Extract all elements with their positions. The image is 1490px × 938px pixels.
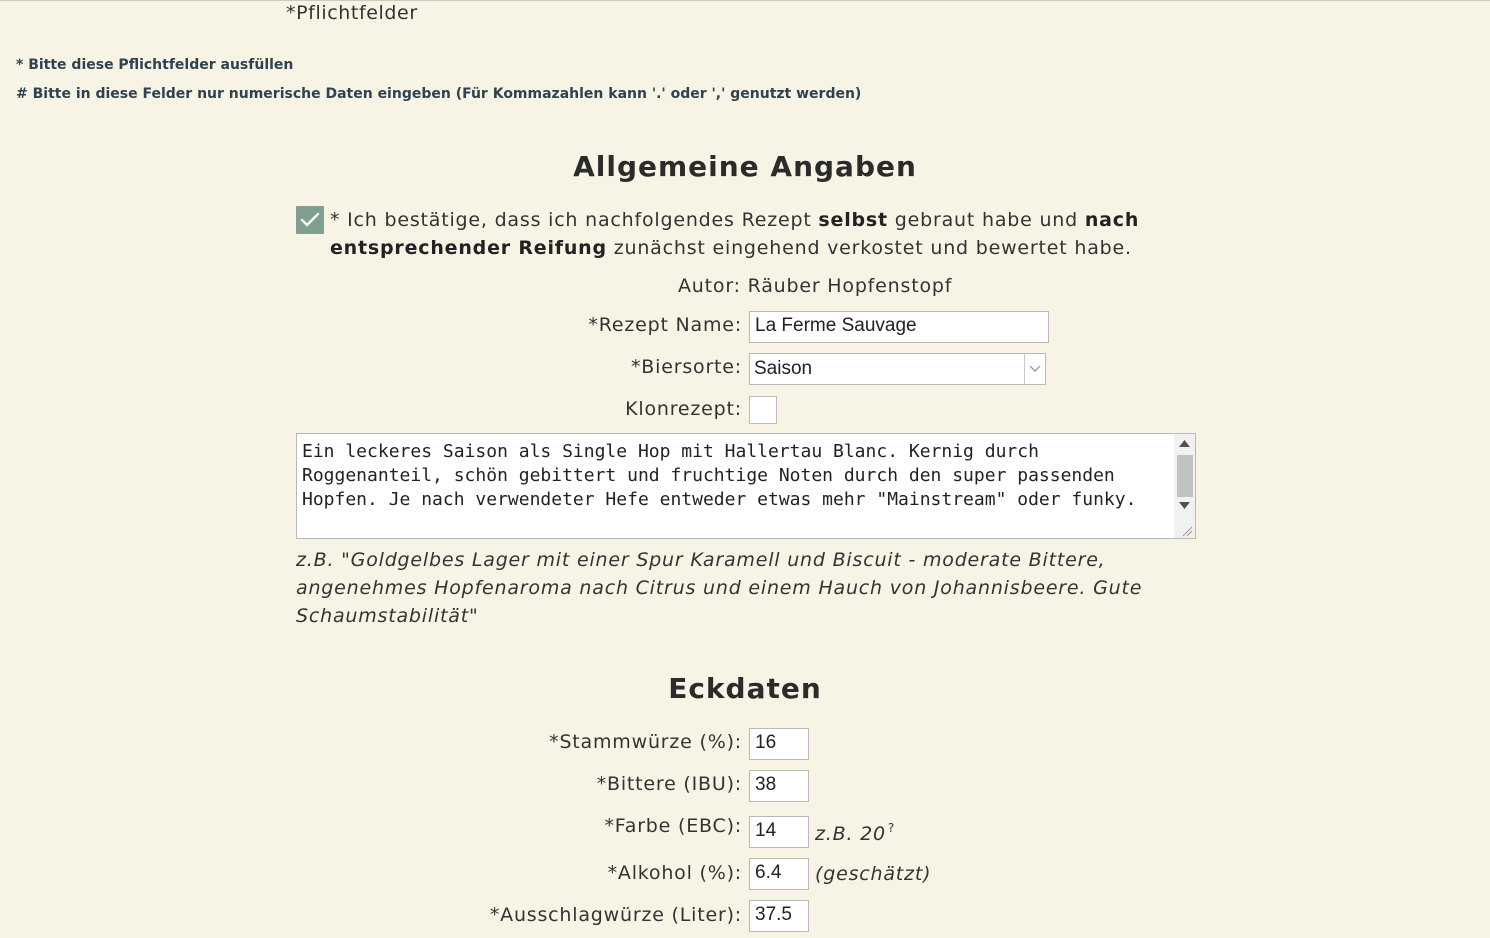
cast-out-wort-label: *Ausschlagwürze (Liter): [489,904,742,926]
section-heading-key-data: Eckdaten [668,672,822,705]
top-divider [0,0,1490,1]
clone-recipe-label: Klonrezept: [625,398,742,420]
section-heading-general: Allgemeine Angaben [573,150,917,183]
bitterness-input[interactable]: 38 [749,770,809,802]
required-note: * Bitte diese Pflichtfelder ausfüllen [16,57,294,73]
cast-out-wort-input[interactable]: 37.5 [749,900,809,932]
clone-recipe-checkbox[interactable] [749,396,777,424]
confirm-statement: * Ich bestätige, dass ich nachfolgendes Rezept selbst gebraut habe und nach entsprechender Reifung zunächst eingehend verkostet und bewertet habe. [330,209,1140,259]
chevron-down-icon[interactable] [1024,354,1045,384]
color-label: *Farbe (EBC): [604,815,742,837]
alcohol-label: *Alkohol (%): [607,862,742,884]
scroll-up-icon[interactable] [1179,440,1190,447]
recipe-name-label: *Rezept Name: [588,314,742,336]
color-hint: z.B. 20 ? [815,821,896,845]
required-fields-legend: *Pflichtfelder [286,2,418,24]
alcohol-input[interactable]: 6.4 [749,858,809,890]
color-input[interactable]: 14 [749,816,809,848]
description-textarea[interactable] [296,433,1196,539]
description-example: z.B. "Goldgelbes Lager mit einer Spur Karamell und Biscuit - moderate Bittere, angenehmes Hopfenaroma nach Citrus und einem Hauch von Johannisbeere. Gute Schaumstabilität" [296,549,1143,627]
beer-style-label: *Biersorte: [631,356,742,378]
scroll-thumb[interactable] [1177,455,1193,497]
recipe-name-input[interactable]: La Ferme Sauvage [749,311,1049,343]
alcohol-hint: (geschätzt) [815,863,932,885]
resize-grip-icon[interactable] [1182,526,1193,537]
confirm-checkbox[interactable] [296,206,324,234]
bitterness-label: *Bittere (IBU): [596,773,742,795]
author-label: Autor: Räuber Hopfenstopf [678,275,953,297]
beer-style-value: Saison [754,358,813,379]
numeric-note: # Bitte in diese Felder nur numerische Daten eingeben (Für Kommazahlen kann '.' oder ',' genutzt werden) [16,86,862,102]
help-icon[interactable]: ? [887,821,896,835]
original-gravity-input[interactable]: 16 [749,728,809,760]
beer-style-select[interactable] [749,353,1046,385]
original-gravity-label: *Stammwürze (%): [549,731,742,753]
textarea-scrollbar[interactable] [1174,434,1195,538]
checkmark-icon [300,212,320,228]
scroll-down-icon[interactable] [1179,502,1190,509]
description-text: Ein leckeres Saison als Single Hop mit Hallertau Blanc. Kernig durch Roggenanteil, schön gebittert und fruchtige Noten durch den super passenden Hopfen. Je nach verwendeter Hefe entweder etwas mehr "Mainstream" oder funky. [302,441,1137,510]
